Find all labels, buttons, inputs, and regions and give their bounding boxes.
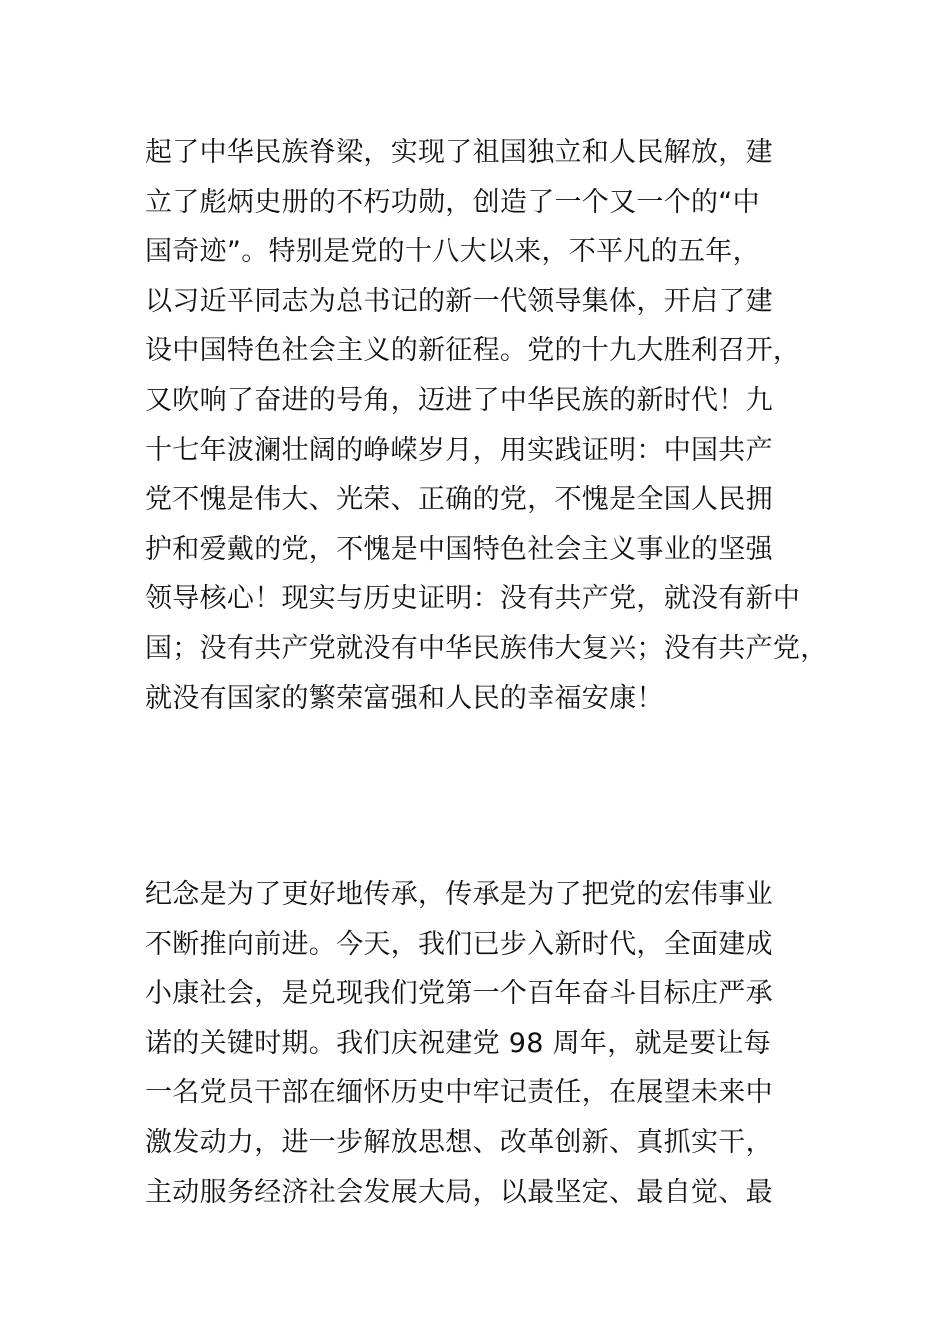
- text-line: 一名党员干部在缅怀历史中牢记责任，在展望未来中: [145, 1077, 773, 1109]
- text-line: 就没有国家的繁荣富强和人民的幸福安康！: [145, 682, 664, 714]
- text-line: 十七年波澜壮阔的峥嵘岁月，用实践证明：中国共产: [145, 434, 773, 466]
- text-line: 不断推向前进。今天，我们已步入新时代，全面建成: [145, 928, 773, 960]
- text-line: 国；没有共产党就没有中华民族伟大复兴；没有共产党，: [145, 632, 828, 664]
- text-line: 设中国特色社会主义的新征程。党的十九大胜利召开，: [145, 335, 801, 367]
- paragraph-1: [145, 128, 835, 723]
- text-line: 主动服务经济社会发展大局，以最坚定、最自觉、最: [145, 1176, 773, 1208]
- text-line: 纪念是为了更好地传承，传承是为了把党的宏伟事业: [145, 879, 773, 910]
- text-line: 激发动力，进一步解放思想、改革创新、真抓实干，: [145, 1126, 773, 1158]
- text-line: 国奇迹”。特别是党的十八大以来，不平凡的五年，: [145, 236, 760, 268]
- text-line: 领导核心！现实与历史证明：没有共产党，就没有新中: [145, 583, 801, 615]
- text-line: 诺的关键时期。我们庆祝建党 98 周年，就是要让每: [145, 1027, 772, 1059]
- text-line: 立了彪炳史册的不朽功勋，创造了一个又一个的“中: [145, 186, 760, 218]
- paragraph-2: [145, 870, 835, 1217]
- text-line: 小康社会，是兑现我们党第一个百年奋斗目标庄严承: [145, 978, 773, 1010]
- text-line: 又吹响了奋进的号角，迈进了中华民族的新时代！九: [145, 384, 773, 416]
- text-line: 护和爱戴的党，不愧是中国特色社会主义事业的坚强: [145, 533, 773, 565]
- text-line: 以习近平同志为总书记的新一代领导集体，开启了建: [145, 285, 773, 317]
- text-line: 起了中华民族脊梁，实现了祖国独立和人民解放，建: [145, 137, 773, 168]
- text-line: 党不愧是伟大、光荣、正确的党，不愧是全国人民拥: [145, 484, 773, 516]
